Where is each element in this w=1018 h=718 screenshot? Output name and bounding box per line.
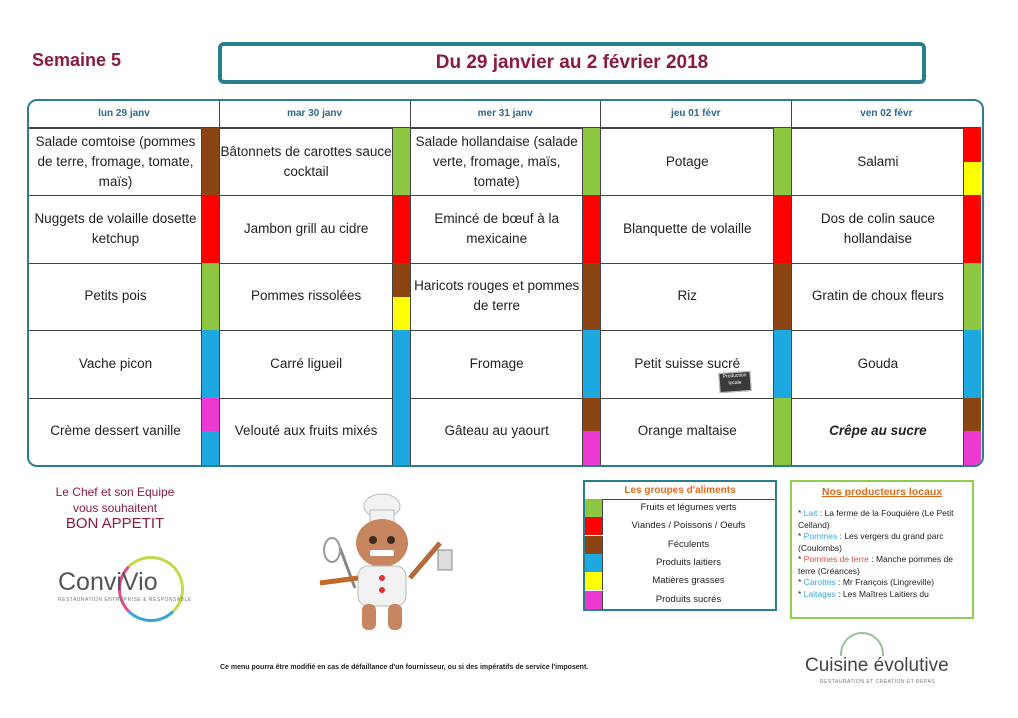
- dish-name: Potage: [665, 153, 709, 169]
- food-group-swatch: [964, 195, 981, 262]
- local-production-badge: Production locale: [718, 371, 751, 393]
- dish-name: Blanquette de volaille: [623, 221, 752, 237]
- food-group-indicator: [582, 128, 600, 195]
- convivio-tagline: RESTAURATION ENTREPRISE & RESPONSABLE: [58, 597, 192, 603]
- dish-name: Vache picon: [78, 355, 153, 371]
- food-group-indicator: [201, 195, 219, 262]
- producer-product: Lait: [803, 508, 818, 518]
- producer-text: : Manche pommes de terre (Créances): [798, 554, 953, 576]
- producer-product: Pommes de terre: [803, 554, 869, 564]
- producer-text: : Les vergers du grand parc (Coulombs): [798, 531, 944, 553]
- dish-name: Jambon grill au cidre: [243, 221, 369, 237]
- dish-name: Gâteau au yaourt: [444, 423, 549, 439]
- menu-cell: [220, 195, 410, 263]
- dish-name: Dos de colin sauce hollandaise: [820, 211, 935, 247]
- food-group-swatch: [202, 263, 219, 330]
- chef-line-3: BON APPETIT: [65, 515, 165, 532]
- food-group-swatch: [393, 398, 410, 465]
- legend-swatch: [585, 536, 603, 554]
- menu-cell: [220, 263, 410, 331]
- dish-name: Bâtonnets de carottes sauce cocktail: [220, 143, 392, 179]
- dish-name: Crêpe au sucre: [829, 423, 927, 439]
- food-group-indicator: [392, 195, 410, 262]
- menu-cell: [29, 263, 219, 331]
- dish-name: Fromage: [469, 355, 524, 371]
- food-group-indicator: [963, 128, 981, 195]
- dish-name: Petits pois: [84, 288, 147, 304]
- day-header: mar 30 janv: [220, 101, 410, 129]
- menu-cell: [410, 128, 600, 196]
- food-group-indicator: [582, 330, 600, 397]
- menu-cell: [410, 195, 600, 263]
- food-group-indicator: [963, 398, 981, 465]
- day-column: [601, 101, 792, 465]
- bullet-star: *: [798, 588, 804, 599]
- dish-name: Salade hollandaise (salade verte, fromage, maïs, tomate): [415, 133, 578, 189]
- menu-cell: [601, 330, 791, 398]
- food-group-swatch: [774, 330, 791, 397]
- food-group-indicator: [773, 263, 791, 330]
- disclaimer: Ce menu pourra être modifié en cas de défaillance d'un fournisseur, ou si des impératifs de service l'imposent.: [220, 664, 589, 671]
- bullet-star: *: [798, 508, 804, 518]
- menu-cell: [220, 128, 410, 196]
- legend-title: Les groupes d'aliments: [585, 482, 775, 500]
- food-group-swatch: [583, 263, 600, 330]
- menu-cell: [791, 263, 981, 331]
- food-group-indicator: [201, 330, 219, 397]
- menu-cell: [791, 128, 981, 196]
- legend-label: Produits laitiers: [656, 556, 721, 568]
- food-group-swatch: [393, 297, 410, 331]
- day-column: [791, 101, 981, 465]
- dish-name: Haricots rouges et pommes de terre: [414, 278, 580, 314]
- menu-cell: [29, 398, 219, 465]
- day-column: [29, 101, 220, 465]
- food-group-swatch: [774, 128, 791, 195]
- food-group-swatch: [774, 263, 791, 330]
- menu-cell: [410, 398, 600, 465]
- producer-item: [798, 531, 966, 554]
- menu-cell: [29, 330, 219, 398]
- food-group-swatch: [583, 195, 600, 262]
- legend-swatch: [585, 499, 603, 517]
- food-group-swatch: [964, 263, 981, 330]
- food-group-indicator: [201, 398, 219, 465]
- food-group-indicator: [201, 128, 219, 195]
- legend-label: Matières grasses: [652, 575, 725, 587]
- menu-cell: [601, 128, 791, 196]
- food-group-indicator: [773, 398, 791, 465]
- legend-label: Fruits et légumes verts: [640, 502, 737, 513]
- food-group-swatch: [774, 195, 791, 262]
- day-header: ven 02 févr: [791, 101, 981, 129]
- legend-row: [585, 499, 775, 517]
- menu-cell: [791, 398, 981, 465]
- producer-text: : La ferme de la Fouquière (Le Petit Celland): [798, 508, 954, 530]
- legend-label: Produits sucrés: [655, 593, 722, 605]
- menu-cell: [601, 195, 791, 263]
- food-group-swatch: [202, 330, 219, 397]
- food-group-swatch: [583, 431, 600, 465]
- food-group-indicator: [392, 128, 410, 195]
- food-group-swatch: [964, 128, 981, 162]
- chef-message: [30, 484, 200, 532]
- food-group-indicator: [773, 195, 791, 262]
- producer-text: : Mr François (Lingreville): [835, 577, 935, 587]
- food-group-swatch: [393, 263, 410, 297]
- producer-item: [798, 554, 966, 577]
- producer-product: Laitages: [803, 588, 836, 599]
- food-group-swatch: [964, 431, 981, 465]
- menu-cell: [220, 398, 410, 465]
- food-group-indicator: [392, 330, 410, 397]
- day-header: jeu 01 févr: [601, 101, 791, 129]
- legend-row: [585, 554, 775, 572]
- producer-product: Pommes: [803, 531, 838, 541]
- menu-cell: [791, 330, 981, 398]
- menu-cell: [220, 330, 410, 398]
- gingerbread-chef-illustration: [300, 488, 465, 638]
- dish-name: Petit suisse sucré: [634, 355, 741, 371]
- day-column: [410, 101, 601, 465]
- local-producers-box: [790, 480, 974, 619]
- cuisine-evolutive-tagline: RESTAURATION ET CRÉATION ET REPAS: [820, 679, 936, 685]
- food-group-swatch: [964, 398, 981, 432]
- food-group-indicator: [963, 330, 981, 397]
- producer-item: [798, 589, 966, 601]
- legend-row: [585, 572, 775, 590]
- dish-name: Nuggets de volaille dosette ketchup: [34, 211, 197, 247]
- menu-cell: [29, 128, 219, 196]
- legend-label: Féculents: [667, 538, 710, 550]
- dish-name: Gratin de choux fleurs: [811, 288, 944, 304]
- producer-item: [798, 508, 966, 531]
- dish-name: Riz: [677, 288, 698, 304]
- dish-name: Salami: [857, 153, 899, 169]
- menu-cell: [29, 195, 219, 263]
- producers-list: [798, 508, 966, 600]
- menu-cell: [601, 263, 791, 331]
- producers-title: Nos producteurs locaux: [821, 486, 943, 498]
- dish-name: Velouté aux fruits mixés: [234, 423, 378, 439]
- food-group-indicator: [963, 263, 981, 330]
- food-group-swatch: [774, 398, 791, 465]
- bullet-star: *: [798, 577, 804, 587]
- cuisine-logo-arc: [840, 632, 884, 656]
- food-group-swatch: [202, 398, 219, 432]
- bullet-star: *: [798, 531, 804, 541]
- producer-item: [798, 577, 966, 589]
- food-group-indicator: [773, 128, 791, 195]
- food-group-indicator: [963, 195, 981, 262]
- food-group-indicator: [392, 398, 410, 465]
- food-group-indicator: [392, 263, 410, 330]
- legend-row: [585, 591, 775, 609]
- day-header: lun 29 janv: [29, 101, 219, 129]
- food-group-swatch: [202, 195, 219, 262]
- producer-product: Carottes: [803, 577, 836, 587]
- producer-text: : Les Maîtres Laitiers du: [835, 588, 929, 599]
- food-group-swatch: [393, 330, 410, 397]
- food-group-swatch: [202, 128, 219, 195]
- dish-name: Orange maltaise: [637, 423, 737, 439]
- menu-cell: [410, 263, 600, 331]
- food-group-indicator: [582, 398, 600, 465]
- menu-cell: [410, 330, 600, 398]
- dish-name: Salade comtoise (pommes de terre, fromage, tomate, maïs): [35, 133, 196, 189]
- food-group-swatch: [202, 431, 219, 465]
- food-group-swatch: [393, 128, 410, 195]
- food-group-indicator: [582, 263, 600, 330]
- menu-cell: [601, 398, 791, 465]
- convivio-logo: ConviVio: [58, 568, 158, 596]
- day-header: mer 31 janv: [410, 101, 600, 129]
- cuisine-evolutive-logo: Cuisine évolutive: [805, 655, 949, 676]
- food-group-swatch: [393, 195, 410, 262]
- chef-line-1: Le Chef et son Equipe: [55, 485, 175, 499]
- legend-label: Viandes / Poissons / Oeufs: [631, 520, 746, 532]
- dish-name: Crème dessert vanille: [50, 423, 181, 439]
- food-group-swatch: [583, 398, 600, 432]
- legend-row: [585, 517, 775, 535]
- food-group-indicator: [582, 195, 600, 262]
- food-group-swatch: [583, 330, 600, 397]
- bullet-star: *: [798, 554, 804, 564]
- food-group-swatch: [964, 162, 981, 196]
- dish-name: Carré ligueil: [270, 355, 343, 371]
- day-column: [220, 101, 411, 465]
- chef-line-2: vous souhaitent: [72, 501, 158, 515]
- menu-cell: [791, 195, 981, 263]
- food-group-swatch: [964, 330, 981, 397]
- legend-row: [585, 536, 775, 554]
- menu-grid: [27, 99, 984, 467]
- page-title: Du 29 janvier au 2 février 2018: [218, 42, 926, 84]
- food-groups-legend: [583, 480, 777, 611]
- dish-name: Emincé de bœuf à la mexicaine: [434, 211, 559, 247]
- legend-swatch: [585, 591, 603, 609]
- dish-name: Pommes rissolées: [250, 288, 362, 304]
- legend-swatch: [585, 572, 603, 590]
- legend-swatch: [585, 517, 603, 535]
- food-group-indicator: [201, 263, 219, 330]
- food-group-swatch: [583, 128, 600, 195]
- food-group-indicator: [773, 330, 791, 397]
- dish-name: Gouda: [857, 355, 899, 371]
- week-label: Semaine 5: [32, 50, 122, 70]
- legend-swatch: [585, 554, 603, 572]
